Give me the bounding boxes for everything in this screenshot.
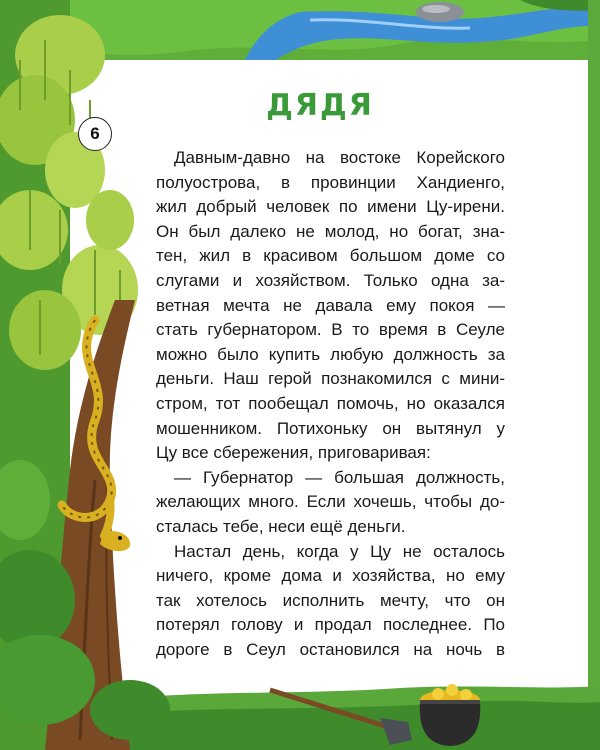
text-line: тен, жил в красивом большом доме со xyxy=(156,246,505,266)
text-line: потерял голову и продал последнее. По xyxy=(156,615,505,635)
text-line: Давным-давно на востоке Корейского xyxy=(174,148,505,167)
bottom-landscape xyxy=(100,684,600,750)
text-line: стать губернатором. В то время в Сеуле xyxy=(156,320,505,340)
text-line: деньги. Наш герой познакомился с мини- xyxy=(156,369,505,389)
page-title: ДЯДЯ xyxy=(266,88,374,123)
text-line: жил добрый человек по имени Цу-ирени. xyxy=(156,197,505,217)
right-border xyxy=(588,0,600,750)
text-line: стром, тот пообещал помочь, но оказался xyxy=(156,393,505,413)
text-line: ветная мечта не давала ему покоя — xyxy=(156,295,505,315)
text-line: Настал день, когда у Цу не осталось xyxy=(174,541,505,561)
text-line: желающих много. Если хочешь, чтобы до- xyxy=(156,492,505,512)
text-line: дороге в Сеул остановился на ночь в xyxy=(156,639,505,659)
text-line: мошенником. Потихоньку он вытянул у xyxy=(156,418,505,438)
text-line: ничего, кроме дома и хозяйства, но ему xyxy=(156,566,505,586)
text-line: можно было купить любую должность за xyxy=(156,344,505,364)
left-tree xyxy=(0,0,170,750)
text-line: слугами и хозяйством. Только одна за- xyxy=(156,270,505,290)
text-line: — Губернатор — большая должность, xyxy=(174,467,505,487)
text-line: Он был далеко не молод, но богат, зна- xyxy=(156,221,505,241)
text-line: так хотелось исполнить мечту, что он xyxy=(156,590,505,610)
text-line: Цу все сбережения, приговаривая: xyxy=(156,443,431,463)
page-number: 6 xyxy=(78,117,112,151)
text-line: сталась тебе, неси ещё деньги. xyxy=(156,516,406,536)
story-text xyxy=(156,146,505,662)
text-line: полуострова, в провинции Хандиенго, xyxy=(156,172,505,192)
gold-pot-icon xyxy=(420,684,481,746)
